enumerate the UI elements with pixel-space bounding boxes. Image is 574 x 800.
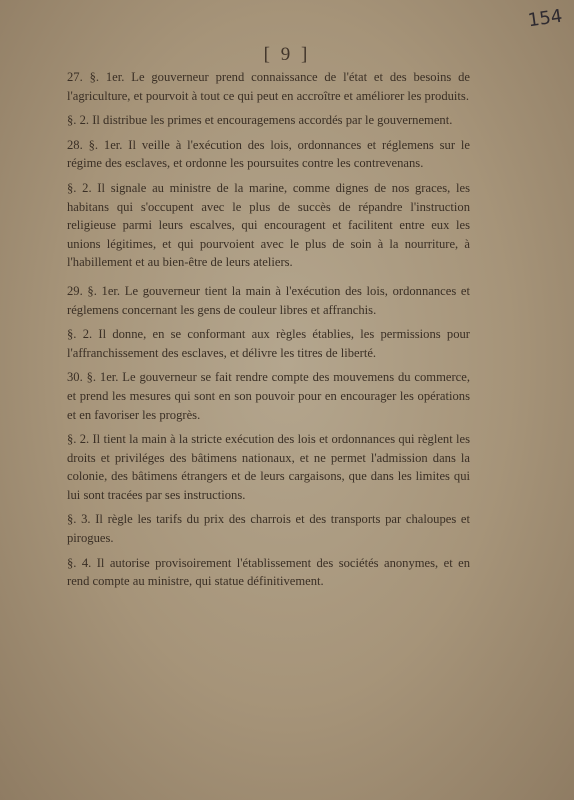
body-text (67, 68, 470, 597)
paragraph-27-1: 27. §. 1er. Le gouverneur prend connaissance de l'état et des besoins de l'agriculture, et pourvoit à tout ce qui peut en accroître et améliorer les produits. (67, 70, 470, 103)
paragraph-28-2: §. 2. Il signale au ministre de la marine, comme dignes de nos graces, les habitans qui s'occupent avec le plus de succès de répandre l'instruction religieuse parmi leurs escalves, qui encouragent et facilitent entre eux les unions légitimes, et qui pourvoient avec le plus de soin à la nourriture, à l'habillement et au bien-être de leurs ateliers. (67, 180, 470, 270)
paragraph-30-1: 30. §. 1er. Le gouverneur se fait rendre compte des mouvemens du commerce, et prend les mesures qui sont en son pouvoir pour en encourager les opérations et en favoriser les progrès. (67, 370, 470, 422)
paragraph-27-2: §. 2. Il distribue les primes et encouragemens accordés par le gouvernement. (67, 113, 453, 128)
paragraph-30-4: §. 4. Il autorise provisoirement l'établissement des sociétés anonymes, et en rend compte au ministre, qui statue définitivement. (67, 555, 470, 589)
paragraph-30-2: §. 2. Il tient la main à la stricte exécution des lois et ordonnances qui règlent les droits et priviléges des bâtimens nationaux, et ne permet l'admission dans la colonie, des bâtimens étrangers et de leurs cargaisons, que dans les limites qui lui sont tracées par ses instructions. (67, 432, 470, 502)
paragraph-28-1: 28. §. 1er. Il veille à l'exécution des lois, ordonnances et réglemens sur le régime des esclaves, et ordonne les poursuites contre les contrevenans. (67, 137, 470, 171)
paragraph-29-1: 29. §. 1er. Le gouverneur tient la main à l'exécution des lois, ordonnances et réglemens concernant les gens de couleur libres et affranchis. (67, 283, 470, 317)
page-number: [ 9 ] (263, 44, 311, 65)
paragraph-30-3: §. 3. Il règle les tarifs du prix des charrois et des transports par chaloupes et pirogues. (67, 512, 470, 546)
paragraph-29-2: §. 2. Il donne, en se conformant aux règles établies, les permissions pour l'affranchissement des esclaves, et délivre les titres de liberté. (67, 327, 470, 360)
corner-mark: 154 (526, 5, 564, 32)
